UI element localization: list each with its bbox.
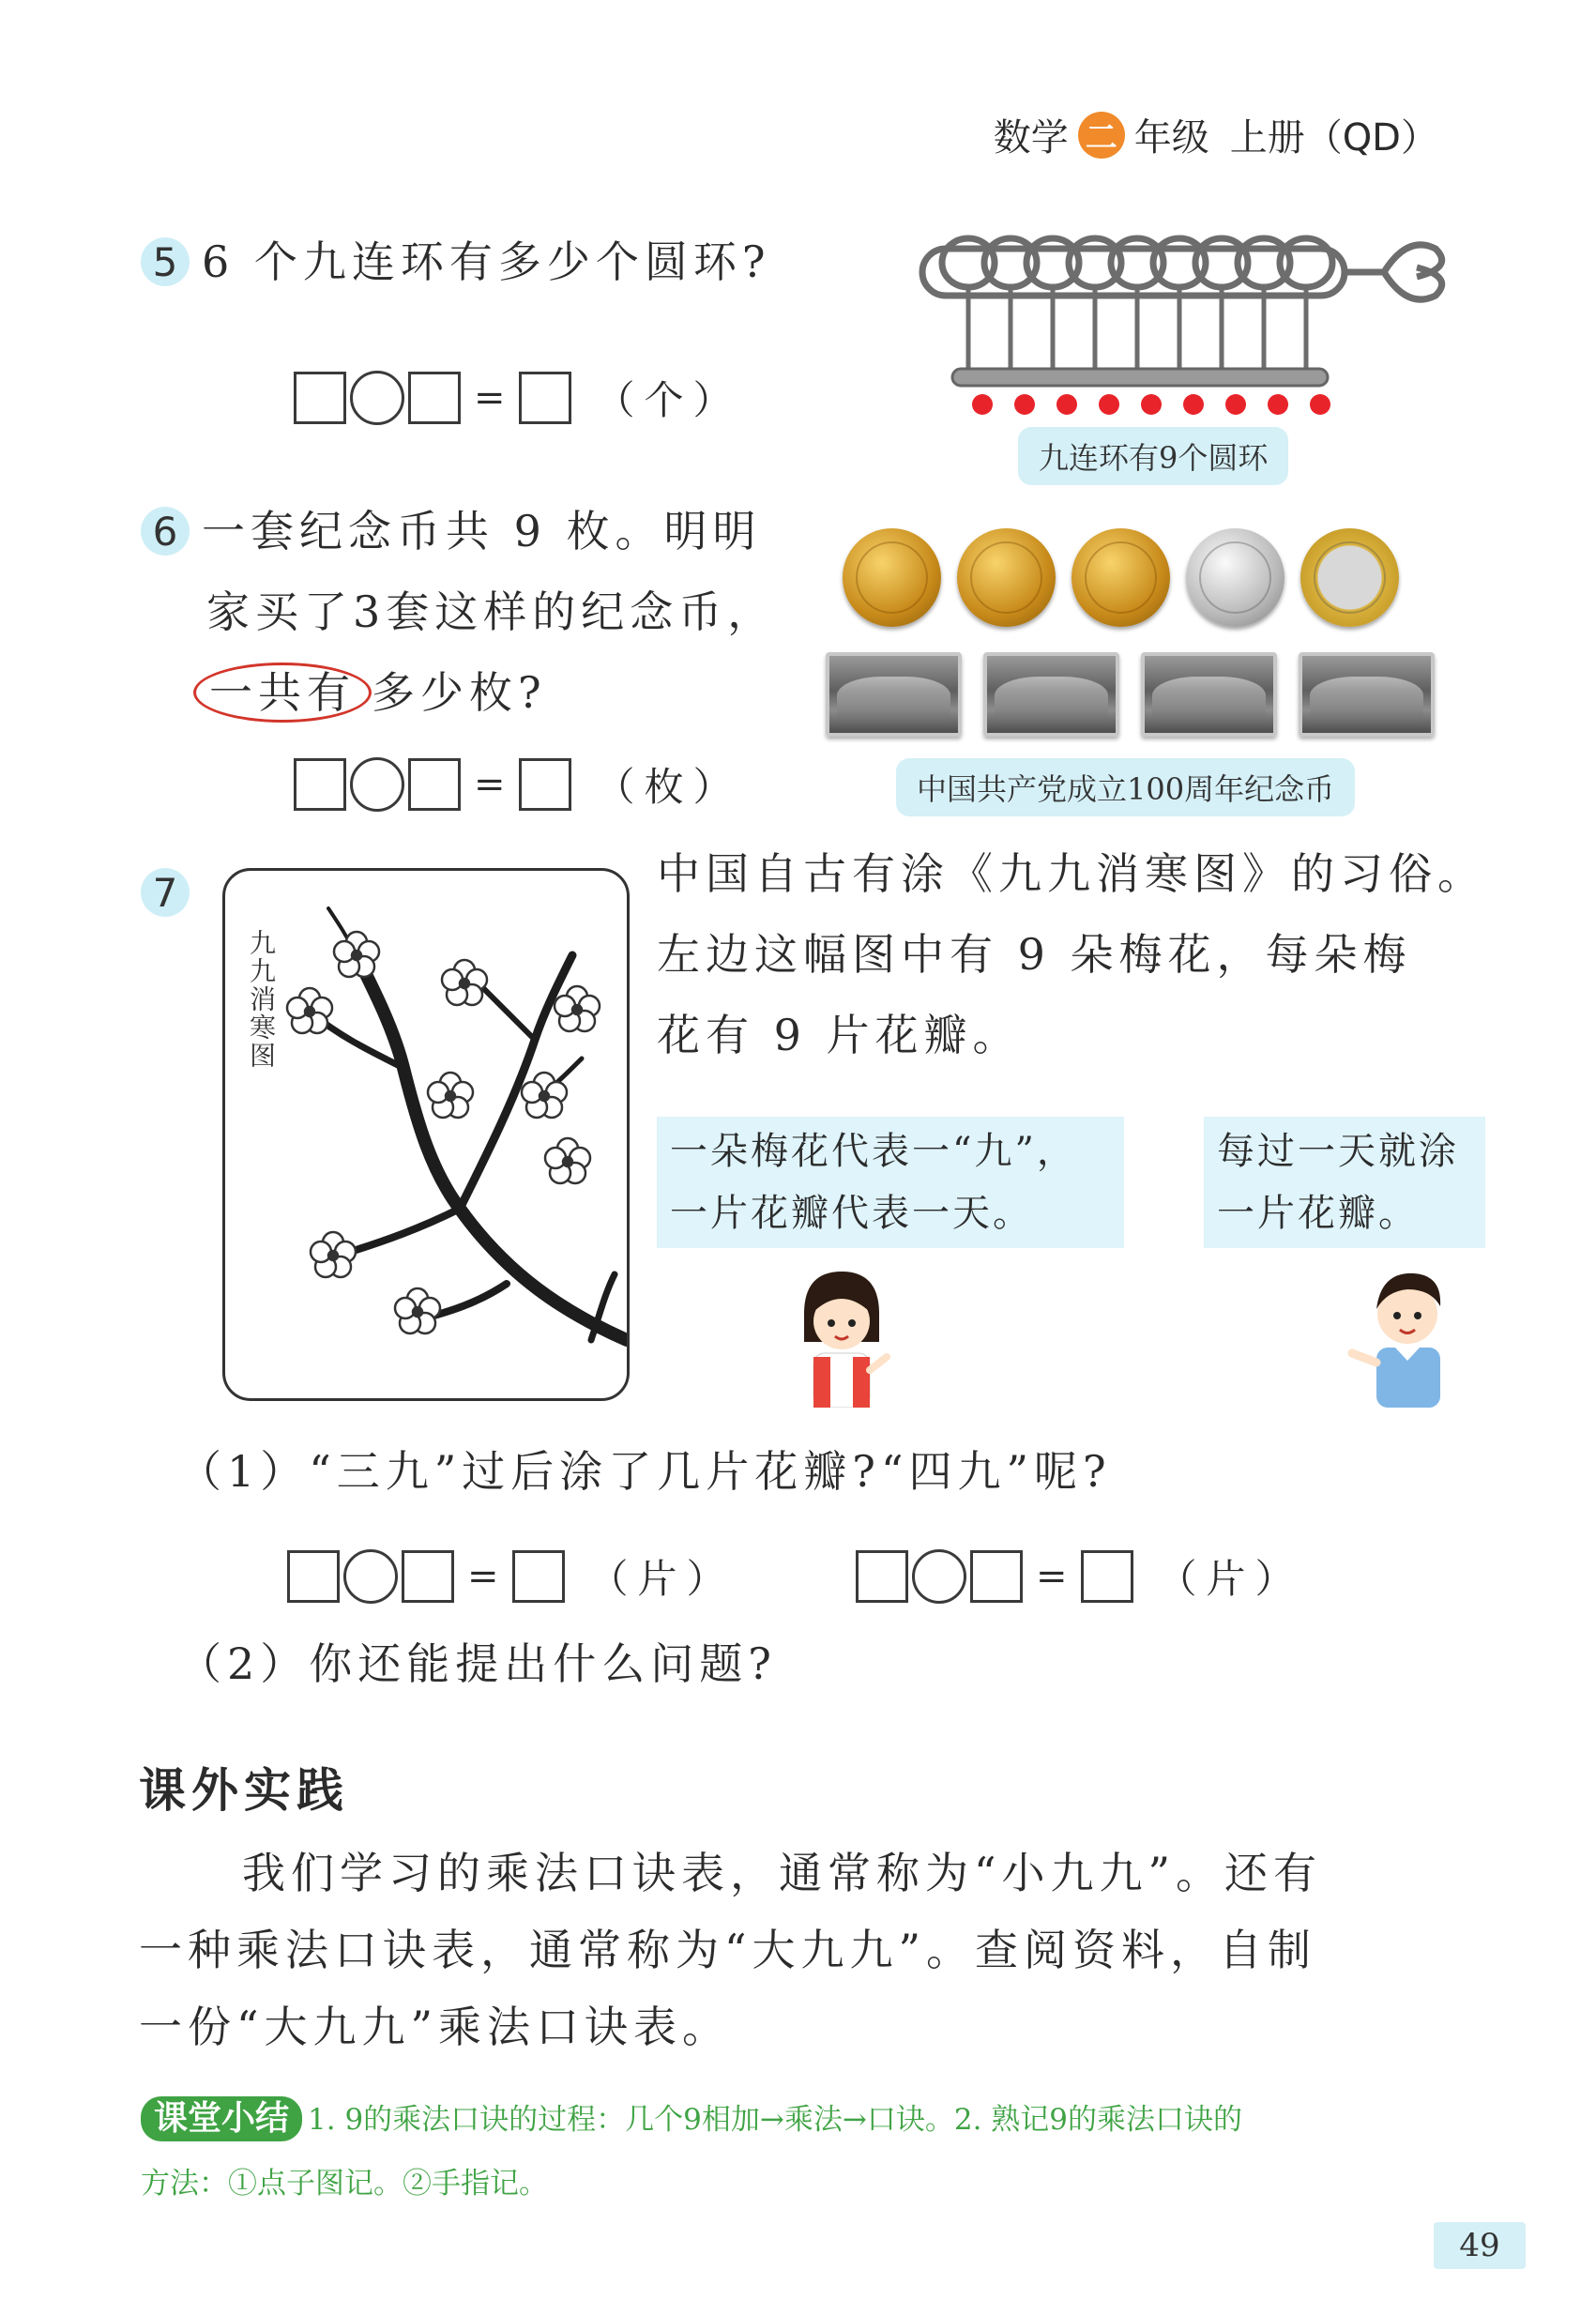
summary-badge: 课堂小结 (141, 2096, 302, 2141)
plum-branch-drawing (225, 871, 627, 1398)
question-6-line-2: 家买了3套这样的纪念币， (206, 586, 777, 637)
equals-sign: = (1036, 1555, 1068, 1598)
grade-badge: 二 (1078, 112, 1125, 159)
gold-coin (957, 528, 1056, 627)
chain-caption: 九连环有9个圆环 (1018, 427, 1288, 485)
unit-label: （片） (588, 1556, 736, 1602)
girl-character-illustration (783, 1267, 896, 1408)
coins-caption: 中国共产党成立100周年纪念币 (896, 758, 1355, 816)
unit-label: （个） (595, 377, 742, 423)
question-7-sub-1: （1）“三九”过后涂了几片花瓣?“四九”呢? (178, 1446, 1112, 1497)
answer-box[interactable] (856, 1550, 908, 1603)
unit-label: （片） (1157, 1556, 1304, 1602)
equals-sign: = (474, 376, 506, 419)
question-7-sub-2: （2）你还能提出什么问题? (178, 1638, 777, 1689)
question-7-text-line-2: 左边这幅图中有 9 朵梅花，每朵梅 (657, 929, 1412, 980)
silver-bar (1141, 652, 1277, 737)
gold-coin (1072, 528, 1170, 627)
answer-box[interactable] (294, 372, 346, 424)
answer-box[interactable] (519, 372, 571, 424)
q6-equation (294, 756, 742, 813)
operator-circle[interactable] (343, 1549, 398, 1604)
unit-label: （枚） (595, 764, 742, 810)
silver-coin (1186, 528, 1284, 627)
answer-box[interactable] (1081, 1550, 1133, 1603)
bimetal-coin (1300, 528, 1399, 627)
operator-circle[interactable] (350, 371, 404, 425)
gold-coin (843, 528, 941, 627)
boy-speech-bubble (1204, 1117, 1485, 1248)
girl-speech-line-1: 一朵梅花代表一“九”， (670, 1130, 1077, 1173)
volume-label: 上册（QD） (1229, 116, 1438, 160)
q5-equation (294, 370, 742, 426)
question-5-text: 6 个九连环有多少个圆环? (202, 236, 771, 287)
summary-line-1: 1. 9的乘法口诀的过程：几个9相加→乘法→口诀。2. 熟记9的乘法口诀的 (308, 2103, 1242, 2137)
boy-character-illustration (1337, 1257, 1468, 1408)
silver-bar (826, 652, 962, 737)
question-6-line-3-rest: 多少枚? (372, 667, 547, 718)
class-summary (141, 2088, 1473, 2216)
commemorative-coins-illustration (826, 525, 1426, 751)
page-number: 49 (1434, 2222, 1526, 2269)
question-7-text-line-3: 花有 9 片花瓣。 (657, 1010, 1022, 1060)
question-6-line-3 (206, 652, 547, 733)
practice-line-1: 我们学习的乘法口诀表，通常称为“小九九”。还有 (242, 1848, 1323, 1898)
equals-sign: = (467, 1555, 499, 1598)
answer-box[interactable] (408, 758, 461, 811)
practice-section-title: 课外实践 (139, 1763, 349, 1818)
question-number-6: 6 (141, 507, 190, 556)
answer-box[interactable] (402, 1550, 454, 1603)
practice-section-body (139, 1835, 1462, 2065)
q7-equation-2 (856, 1548, 1304, 1605)
question-number-7: 7 (141, 868, 190, 917)
question-number-5: 5 (141, 237, 190, 286)
answer-box[interactable] (970, 1550, 1023, 1603)
practice-line-3: 一份“大九九”乘法口诀表。 (139, 2002, 732, 2052)
answer-box[interactable] (287, 1550, 340, 1603)
silver-bar (983, 652, 1119, 737)
subject-label: 数学 (993, 116, 1069, 160)
operator-circle[interactable] (350, 757, 404, 812)
circled-keyword: 一共有 (193, 663, 372, 723)
boy-speech-line-2: 一片花瓣。 (1217, 1192, 1419, 1235)
nine-nines-plum-picture (222, 868, 630, 1401)
question-7-text-line-1: 中国自古有涂《九九消寒图》的习俗。 (657, 848, 1486, 899)
answer-box[interactable] (294, 758, 346, 811)
girl-speech-line-2: 一片花瓣代表一天。 (670, 1192, 1033, 1235)
boy-speech-line-1: 每过一天就涂 (1217, 1130, 1459, 1173)
girl-speech-bubble (657, 1117, 1124, 1248)
nine-ring-chain-illustration (915, 230, 1459, 418)
grade-label: 年级 (1133, 116, 1209, 160)
operator-circle[interactable] (912, 1549, 966, 1604)
equals-sign: = (474, 763, 506, 806)
q7-equation-1 (287, 1548, 736, 1605)
question-6-line-1: 一套纪念币共 9 枚。明明 (202, 506, 762, 556)
answer-box[interactable] (408, 372, 461, 424)
silver-bar (1299, 652, 1435, 737)
practice-line-2: 一种乘法口诀表，通常称为“大九九”。查阅资料，自制 (139, 1925, 1317, 1975)
answer-box[interactable] (519, 758, 571, 811)
answer-box[interactable] (512, 1550, 565, 1603)
page-header (994, 108, 1438, 161)
picture-title: 九九消寒图 (246, 929, 277, 1070)
summary-line-2: 方法：①点子图记。②手指记。 (141, 2167, 548, 2201)
